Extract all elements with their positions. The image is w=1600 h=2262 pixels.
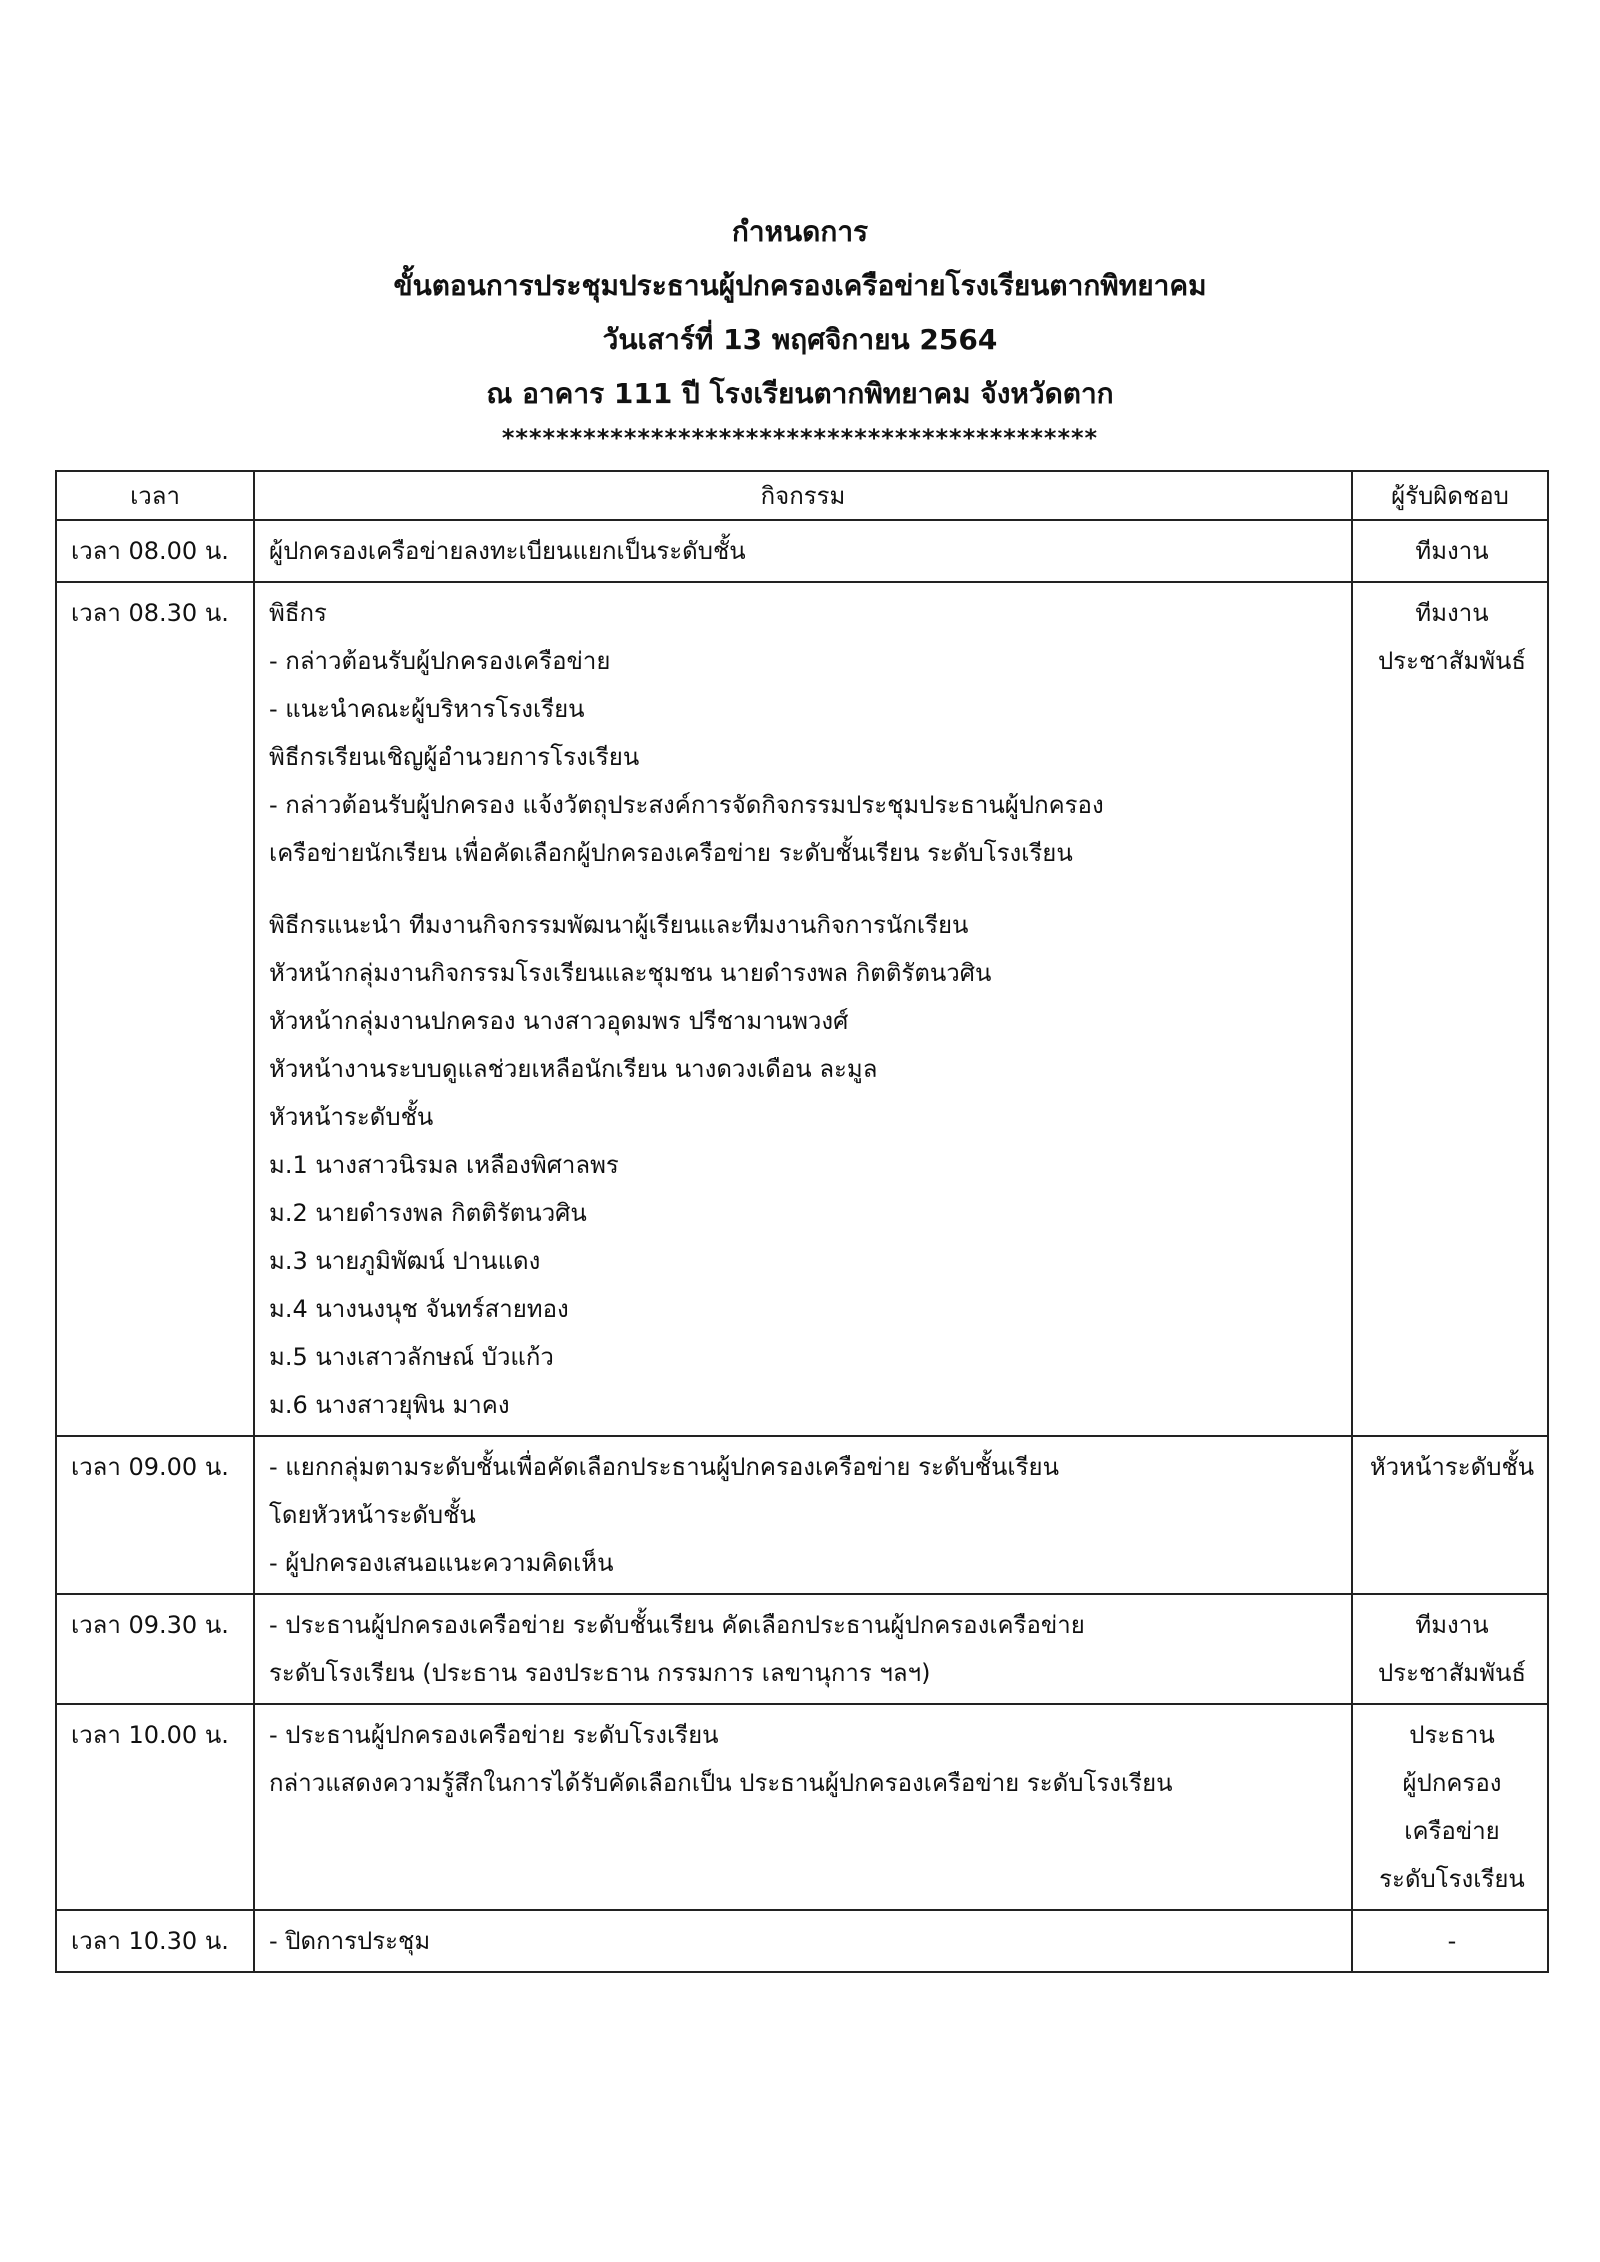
activity-cell: [254, 1704, 1352, 1910]
document-header: [0, 205, 1600, 455]
activity-line: พิธีกรแนะนำ ทีมงานกิจกรรมพัฒนาผู้เรียนและทีมงานกิจการนักเรียน: [269, 911, 969, 939]
activity-line: หัวหน้าระดับชั้น: [269, 1103, 434, 1131]
doc-date: วันเสาร์ที่ 13 พฤศจิกายน 2564: [602, 323, 998, 356]
time-cell: เวลา 08.30 น.: [56, 582, 254, 1436]
activity-line: - กล่าวต้อนรับผู้ปกครองเครือข่าย: [269, 647, 611, 675]
responsible-line: หัวหน้าระดับชั้น: [1369, 1453, 1535, 1481]
responsible-cell: [1352, 582, 1548, 1436]
activity-line: หัวหน้ากลุ่มงานกิจกรรมโรงเรียนและชุมชน นายดำรงพล กิตติรัตนวศิน: [269, 959, 992, 987]
table-header-row: [56, 471, 1548, 520]
activity-line: หัวหน้ากลุ่มงานปกครอง นางสาวอุดมพร ปรีชามานพวงศ์: [269, 1007, 849, 1035]
responsible-cell: [1352, 520, 1548, 582]
activity-line: ม.3 นายภูมิพัฒน์ ปานแดง: [269, 1247, 541, 1275]
activity-line: - ประธานผู้ปกครองเครือข่าย ระดับชั้นเรียน คัดเลือกประธานผู้ปกครองเครือข่าย: [269, 1611, 1085, 1639]
doc-venue: ณ อาคาร 111 ปี โรงเรียนตากพิทยาคม จังหวัดตาก: [486, 377, 1114, 410]
time-cell: เวลา 08.00 น.: [56, 520, 254, 582]
activity-cell: [254, 520, 1352, 582]
responsible-line: ประชาสัมพันธ์: [1377, 1659, 1527, 1687]
responsible-cell: [1352, 1594, 1548, 1704]
responsible-line: ทีมงาน: [1415, 537, 1489, 565]
activity-cell: [254, 1594, 1352, 1704]
table-row: [56, 582, 1548, 1436]
table-row: [56, 520, 1548, 582]
responsible-cell: [1352, 1704, 1548, 1910]
activity-line: - แยกกลุ่มตามระดับชั้นเพื่อคัดเลือกประธานผู้ปกครองเครือข่าย ระดับชั้นเรียน: [269, 1453, 1059, 1481]
star-divider: ********************************************: [501, 424, 1099, 452]
activity-line: ม.1 นางสาวนิรมล เหลืองพิศาลพร: [269, 1151, 619, 1179]
time-cell: เวลา 10.30 น.: [56, 1910, 254, 1972]
activity-line: กล่าวแสดงความรู้สึกในการได้รับคัดเลือกเป็น ประธานผู้ปกครองเครือข่าย ระดับโรงเรียน: [269, 1769, 1173, 1797]
time-cell: เวลา 09.00 น.: [56, 1436, 254, 1594]
column-header-time: เวลา: [56, 471, 254, 520]
doc-subtitle: ขั้นตอนการประชุมประธานผู้ปกครองเครือข่ายโรงเรียนตากพิทยาคม: [393, 269, 1207, 302]
table-row: [56, 1594, 1548, 1704]
schedule-table: [55, 470, 1549, 1973]
activity-line: เครือข่ายนักเรียน เพื่อคัดเลือกผู้ปกครองเครือข่าย ระดับชั้นเรียน ระดับโรงเรียน: [269, 839, 1073, 867]
time-cell: เวลา 10.00 น.: [56, 1704, 254, 1910]
activity-line: โดยหัวหน้าระดับชั้น: [269, 1501, 476, 1529]
responsible-line: -: [1447, 1927, 1457, 1955]
responsible-line: ประธาน: [1409, 1721, 1495, 1749]
activity-cell: [254, 1910, 1352, 1972]
activity-line: - ประธานผู้ปกครองเครือข่าย ระดับโรงเรียน: [269, 1721, 719, 1749]
activity-line: - ผู้ปกครองเสนอแนะความคิดเห็น: [269, 1549, 614, 1577]
activity-line: - กล่าวต้อนรับผู้ปกครอง แจ้งวัตถุประสงค์การจัดกิจกรรมประชุมประธานผู้ปกครอง: [269, 791, 1104, 819]
activity-line: - แนะนำคณะผู้บริหารโรงเรียน: [269, 695, 585, 723]
doc-title: กำหนดการ: [731, 215, 869, 248]
activity-line: ม.2 นายดำรงพล กิตติรัตนวศิน: [269, 1199, 587, 1227]
activity-line: ม.6 นางสาวยุพิน มาคง: [269, 1391, 510, 1419]
paragraph-gap: [269, 877, 1341, 901]
activity-line: หัวหน้างานระบบดูแลช่วยเหลือนักเรียน นางดวงเดือน ละมูล: [269, 1055, 878, 1083]
activity-line: ม.5 นางเสาวลักษณ์ บัวแก้ว: [269, 1343, 554, 1371]
activity-line: - ปิดการประชุม: [269, 1927, 431, 1955]
column-header-activity: กิจกรรม: [254, 471, 1352, 520]
responsible-line: ผู้ปกครอง: [1402, 1769, 1502, 1797]
responsible-line: ทีมงาน: [1415, 1611, 1489, 1639]
responsible-line: เครือข่าย: [1404, 1817, 1500, 1845]
responsible-cell: [1352, 1436, 1548, 1594]
column-header-responsible: ผู้รับผิดชอบ: [1352, 471, 1548, 520]
activity-cell: [254, 582, 1352, 1436]
responsible-line: ทีมงาน: [1415, 599, 1489, 627]
activity-line: พิธีกรเรียนเชิญผู้อำนวยการโรงเรียน: [269, 743, 640, 771]
activity-line: ม.4 นางนงนุช จันทร์สายทอง: [269, 1295, 569, 1323]
responsible-line: ระดับโรงเรียน: [1379, 1865, 1525, 1893]
table-row: [56, 1704, 1548, 1910]
responsible-cell: [1352, 1910, 1548, 1972]
activity-cell: [254, 1436, 1352, 1594]
time-cell: เวลา 09.30 น.: [56, 1594, 254, 1704]
table-row: [56, 1910, 1548, 1972]
responsible-line: ประชาสัมพันธ์: [1377, 647, 1527, 675]
activity-line: ผู้ปกครองเครือข่ายลงทะเบียนแยกเป็นระดับชั้น: [269, 537, 746, 565]
activity-line: ระดับโรงเรียน (ประธาน รองประธาน กรรมการ เลขานุการ ฯลฯ): [269, 1659, 931, 1687]
table-row: [56, 1436, 1548, 1594]
activity-line: พิธีกร: [269, 599, 327, 627]
